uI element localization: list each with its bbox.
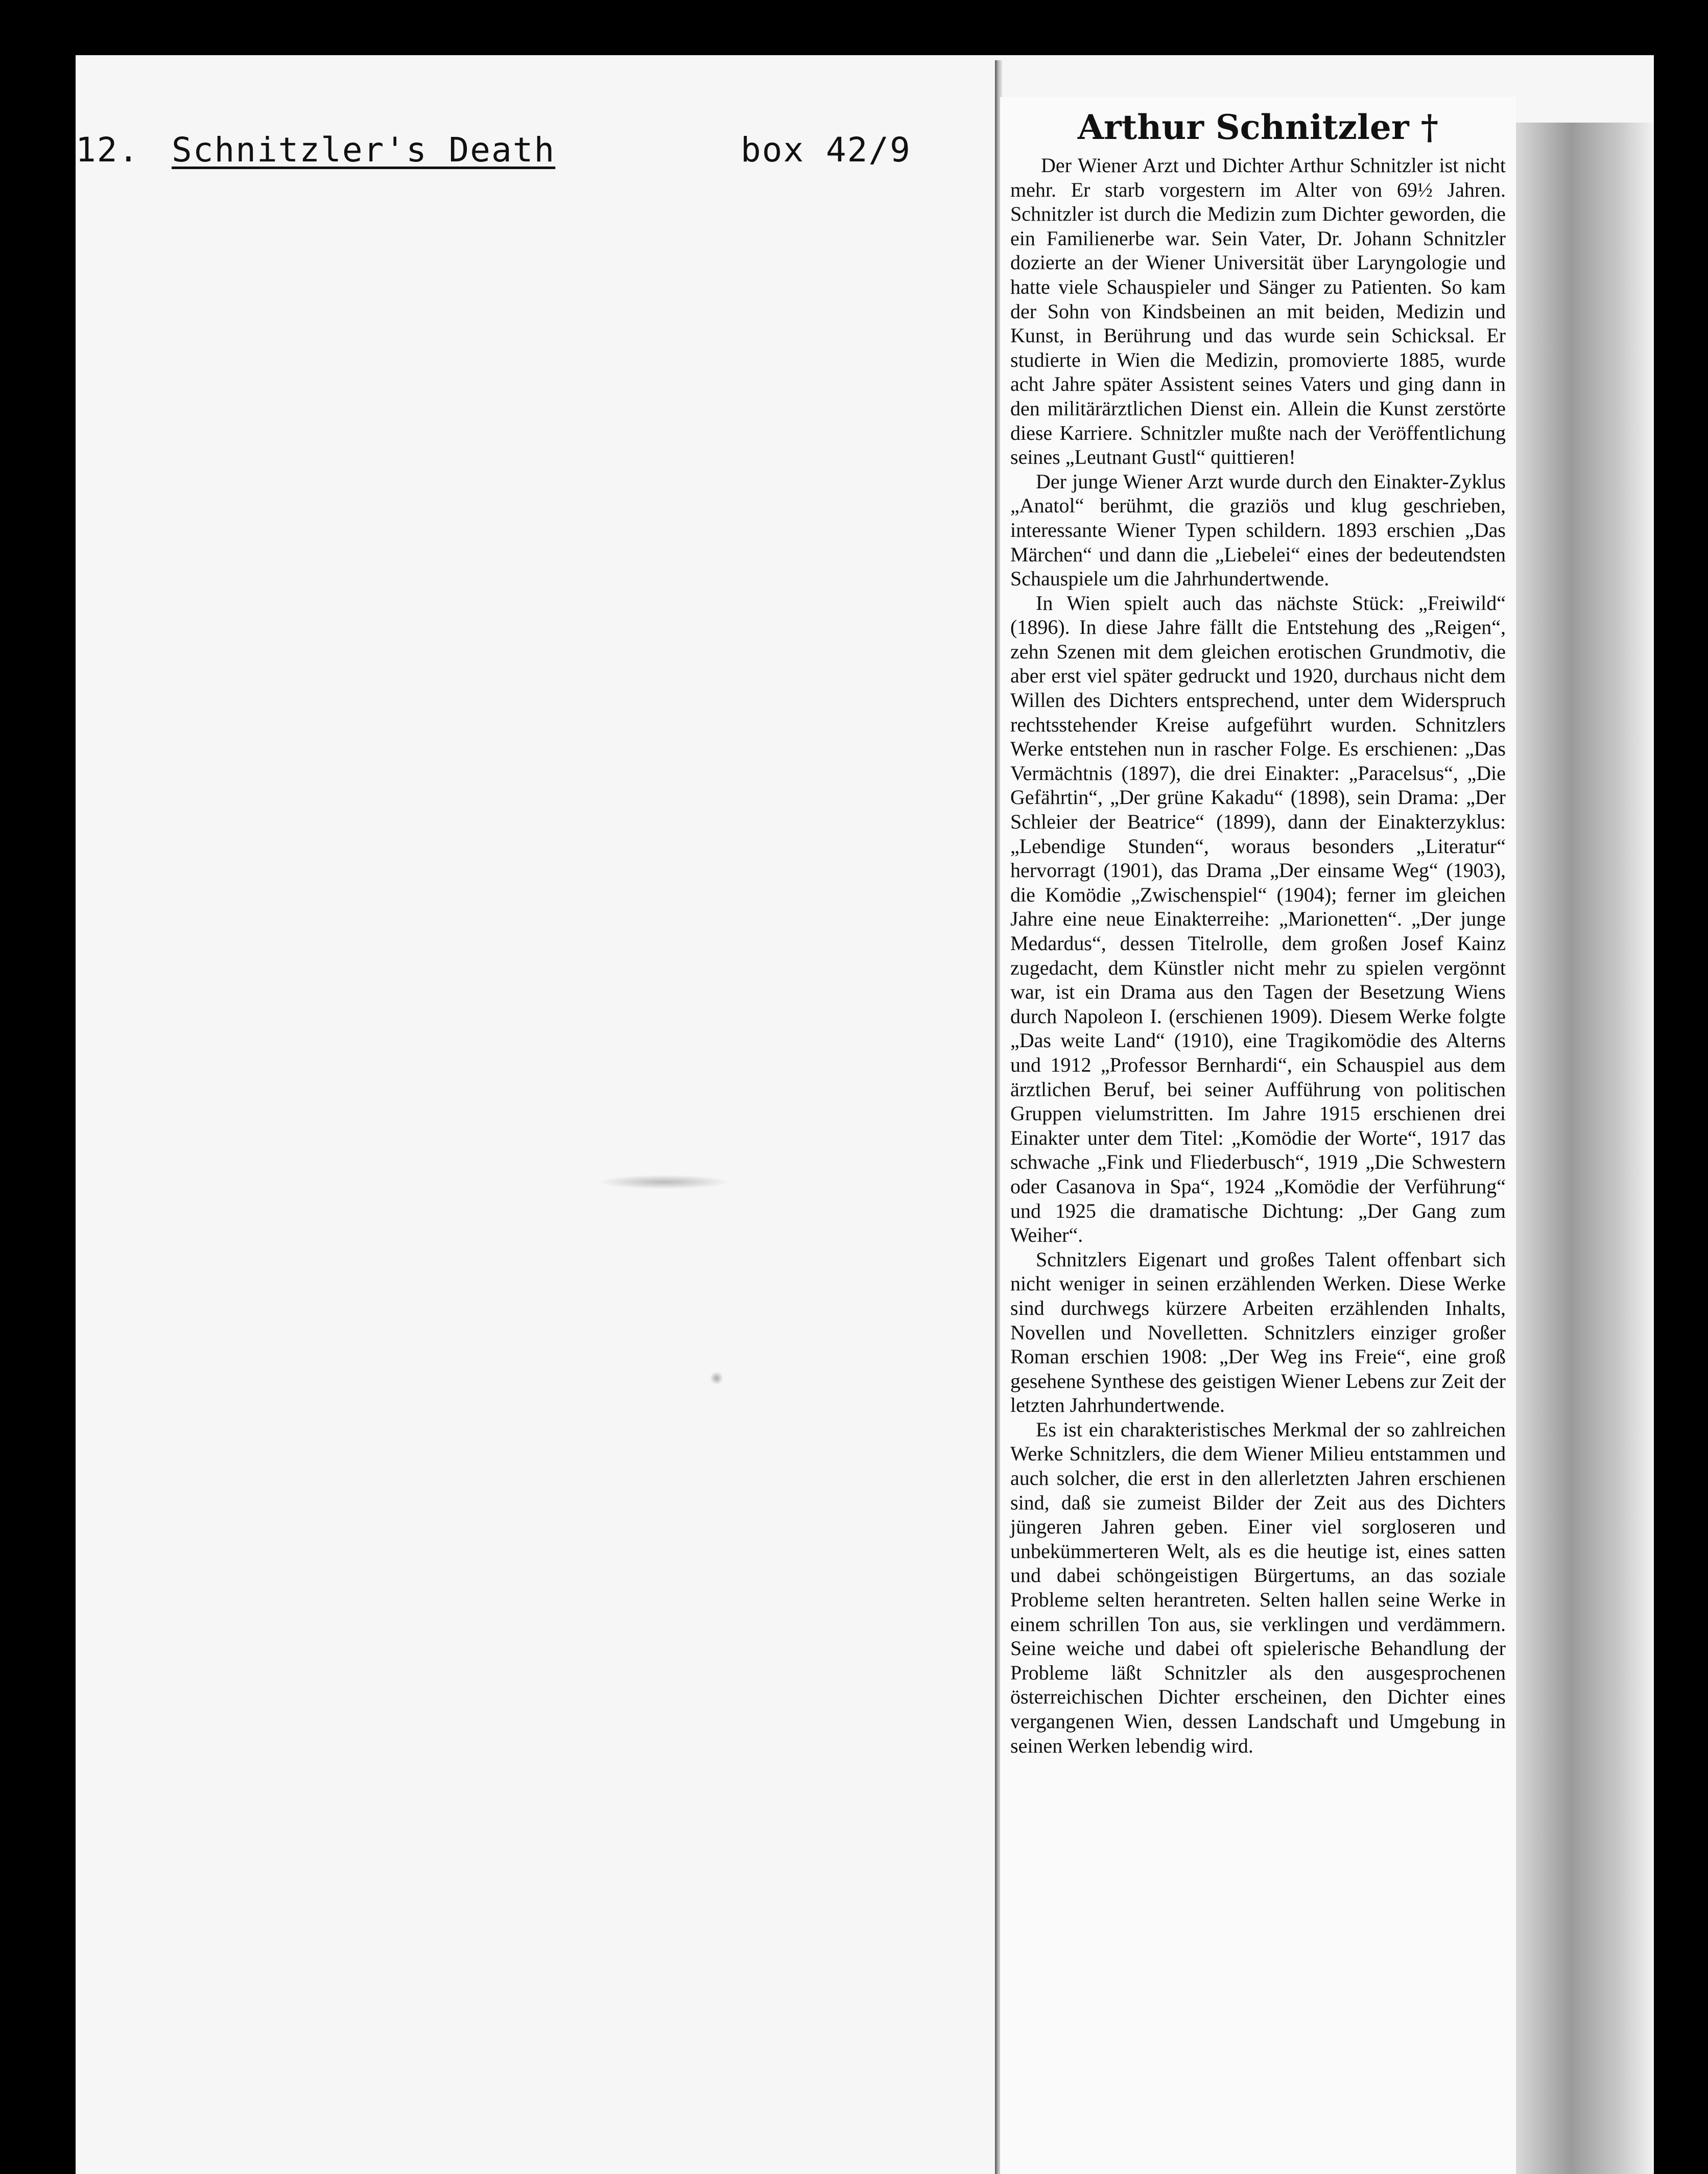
paragraph: Es ist ein charakteristisches Merkmal der so zahlreichen Werke Schnitzlers, die dem Wiener Milieu entstammen und auch solcher, die erst in den allerletzten Jahren erschienen sind, daß sie zumeist Bilder der Zeit aus des Dichters jüngeren Jahren geben. Einer viel sorgloseren und unbekümmerteren Welt, als es die heutige ist, eines satten und dabei schöngeistigen Bürgertums, an das soziale Probleme selten herantreten. Selten hallen seine Werke in einem schrillen Ton aus, sie verklingen und verdämmern. Seine weiche und dabei oft spielerische Behandlung der Probleme läßt Schnitzler als den ausgesprochenen österreichischen Dichter erscheinen, den Dichter eines vergangenen Wien, dessen Landschaft und Umgebung in seinen Werken lebendig wird. <box>1010 1417 1506 1757</box>
clipping-title: Arthur Schnitzler † <box>1077 107 1439 147</box>
paper-smudge <box>598 1175 730 1189</box>
clipping-body <box>1010 153 1506 1758</box>
box-reference: box 42/9 <box>741 130 911 170</box>
item-number: 12. <box>76 130 140 170</box>
paragraph: Schnitzlers Eigenart und großes Talent offenbart sich nicht weniger in seinen erzählenden Werken. Diese Werke sind durchwegs kürzere Arbeiten erzählenden Inhalts, Novellen und Novelletten. Schnitzlers einziger großer Roman erschien 1908: „Der Weg ins Freie“, eine groß gesehene Synthese des geistigen Wiener Lebens zur Zeit der letzten Jahrhundertwende. <box>1010 1247 1506 1417</box>
clipping-shadow <box>1516 123 1654 2174</box>
paragraph: Der Wiener Arzt und Dichter Arthur Schnitzler ist nicht mehr. Er starb vorgestern im Alter von 69½ Jahren. Schnitzler ist durch die Medizin zum Dichter geworden, die ein Familienerbe war. Sein Vater, Dr. Johann Schnitzler dozierte an der Wiener Universität über Laryngologie und hatte viele Schauspieler und Sänger zu Patienten. So kam der Sohn von Kindsbeinen an mit beiden, Medizin und Kunst, in Berührung und das wurde sein Schicksal. Er studierte in Wien die Medizin, promovierte 1885, wurde acht Jahre später Assistent seines Vaters und ging dann in den militärärztlichen Dienst ein. Allein die Kunst zerstörte diese Karriere. Schnitzler mußte nach der Veröffentlichung seines „Leutnant Gustl“ quittieren! <box>1010 154 1506 469</box>
newspaper-clipping <box>1000 97 1516 2174</box>
paragraph: In Wien spielt auch das nächste Stück: „Freiwild“ (1896). In diese Jahre fällt die Entstehung des „Reigen“, zehn Szenen mit dem gleichen erotischen Grundmotiv, die aber erst viel später gedruckt und 1920, durchaus nicht dem Willen des Dichters entsprechend, unter dem Widerspruch rechtsstehender Kreise aufgeführt wurden. Schnitzlers Werke entstehen nun in rascher Folge. Es erschienen: „Das Vermächtnis (1897), die drei Einakter: „Paracelsus“, „Die Gefährtin“, „Der grüne Kakadu“ (1898), sein Drama: „Der Schleier der Beatrice“ (1899), dann der Einakterzyklus: „Lebendige Stunden“, woraus besonders „Literatur“ hervorragt (1901), das Drama „Der einsame Weg“ (1903), die Komödie „Zwischenspiel“ (1904); ferner im gleichen Jahre eine neue Einakterreihe: „Marionetten“. „Der junge Medardus“, dessen Titelrolle, dem großen Josef Kainz zugedacht, dem Künstler nicht mehr zu spielen vergönnt war, ist ein Drama aus den Tagen der Besetzung Wiens durch Napoleon I. (erschienen 1909). Diesem Werke folgte „Das weite Land“ (1910), eine Tragikomödie des Alterns und 1912 „Professor Bernhardi“, ein Schauspiel aus dem ärztlichen Beruf, bei seiner Aufführung von politischen Gruppen vielumstritten. Im Jahre 1915 erschienen drei Einakter unter dem Titel: „Komödie der Worte“, 1917 das schwache „Fink und Fliederbusch“, 1919 „Die Schwestern oder Casanova in Spa“, 1924 „Komödie der Verführung“ und 1925 die dramatische Dichtung: „Der Gang zum Weiher“. <box>1010 591 1506 1247</box>
folder-header <box>76 130 911 288</box>
folder-title: Schnitzler's Death <box>172 130 556 170</box>
paper-spot <box>710 1372 723 1385</box>
paragraph: Der junge Wiener Arzt wurde durch den Einakter-Zyklus „Anatol“ berühmt, die graziös und klug geschrieben, interessante Wiener Typen schildern. 1893 erschien „Das Märchen“ und dann die „Liebelei“ eines der bedeutendsten Schauspiele um die Jahrhundertwende. <box>1010 469 1506 590</box>
